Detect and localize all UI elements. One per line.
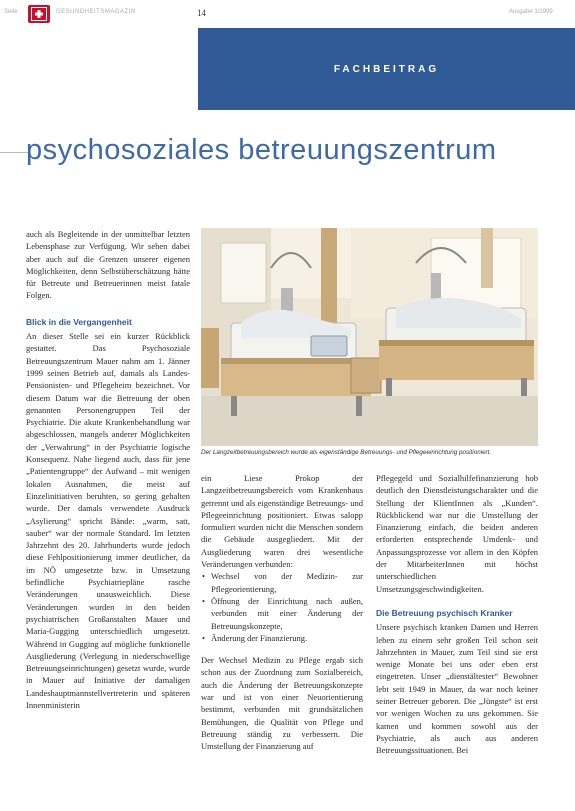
title-rule (0, 152, 28, 153)
subheading: Blick in die Vergangenheit (26, 316, 132, 327)
paragraph: ein Liese Prokop der Langzeitbetreuungsbereich vom Krankenhaus getrennt und als eigenständige Betreuungs- und Pflegeeinrichtung positioniert. Etwas salopp formuliert wurden nicht die Menschen sondern die Gebäude ausgegliedert. Mit der Ausgliederung waren drei wesentliche Veränderungen verbunden: (201, 473, 363, 570)
paragraph: An dieser Stelle sei ein kurzer Rückblick gestattet. Das Psychosoziale Betreuungszentrum Mauer nahm am 1. Jänner 1999 seinen Betrieb auf, damals als Landes-Pensionisten- und Pflegeheim bezeichnet. Vor diesem Datum war die Betreuung der oben genannten Personengruppen Teil der Psychiatrie. Die akute Krankenbehandlung war abgeschlossen, mangels anderer Möglichkeiten der „Verwahrung“ in der Psychiatrie logische Konsequenz. Nahe liegend auch, dass für jene „Patientengruppe“ der Aufwand – mit wenigen lokalen Ausnahmen, die meist auf Einzelinitiativen beruhten, so gering gehalten wurde. Der damals verwendete Ausdruck „Asylierung“ spricht Bände: „warm, satt, sauber“ war der normale Standard. Im letzten Jahrzehnt des 20. Jahrhunderts wurde jedoch diese Fehlpositionierung immer deutlicher, da im NÖ umgesetzte bzw. in Umsetzung befindliche Psychiatriepläne rasche Veränderungen unausweichlich. Diese Veränderungen wurden in den beiden psychiatrischen Großanstalten Mauer und Maria-Gugging unterschiedlich umgesetzt. Während in Gugging auf mögliche funktionelle Ausgliederung (Verlegung in niederschwellige Betreuungseinrichtungen) gesetzt wurde, wurde in Mauer auf Initiative der damaligen Landeshauptmannstellvertreterin und späteren Innenministerin (26, 331, 190, 710)
section-banner (198, 28, 575, 110)
ward-photo (201, 228, 538, 446)
header-right-text: Ausgabe 1/1999 (509, 9, 553, 15)
section-label: FACHBEITRAG (333, 64, 440, 75)
header-left-text: Seite (4, 9, 18, 15)
list-item: • Wechsel von der Medizin- zur Pflegeorientierung, (201, 570, 363, 595)
photo-caption: Der Langzeitbetreuungsbereich wurde als eigenständige Betreuungs- und Pflegeeinrichtung positioniert. (201, 449, 492, 456)
paragraph: Pflegegeld und Sozialhilfefinanzierung hob deutlich den Dienstleistungscharakter und die Stellung der KlientInnen als „Kunden“. Rückblickend war nur die Umstellung der Finanzierung einfach, die beiden anderen erforderten entsprechende Umdenk- und Anpassungsprozesse vor allem in den Köpfen der MitarbeiterInnen mit höchst unterschiedlichen Umsetzungsgeschwindigkeiten. (376, 473, 538, 594)
text-column-3 (376, 472, 538, 757)
page-title: psychosoziales betreuungszentrum (26, 134, 497, 166)
bullet-list (201, 570, 363, 644)
magazine-name: GESUNDHEITSMAGAZIN (56, 9, 136, 15)
paragraph: Der Wechsel Medizin zu Pflege ergab sich schon aus der Zuordnung zum Sozialbereich, auch die Änderung der Betreuungskonzepte war und ist von einer Neuorientierung bestimmt, verbunden mit grundsätzlichen Bemühungen, die Qualität von Pflege und Betreuung ständig zu verbessern. Die Umstellung der Finanzierung auf (201, 655, 363, 752)
spacer (201, 644, 363, 654)
page-header (0, 0, 575, 28)
list-item: • Änderung der Finanzierung. (201, 632, 363, 644)
hospital-ward-image (201, 228, 538, 446)
subheading: Die Betreuung psychisch Kranker (376, 607, 513, 618)
page-number: 14 (197, 8, 206, 18)
list-item: • Öffnung der Einrichtung nach außen, verbunden mit einer Änderung der Betreuungskonzepte, (201, 595, 363, 632)
logo (28, 5, 50, 23)
cross-logo-icon (31, 7, 47, 21)
text-column-2 (201, 472, 363, 753)
text-column-1 (26, 228, 190, 711)
paragraph: auch als Begleitende in der unmittelbar letzten Lebensphase zur Verfügung. Wir sehen dabei aber auch auf die Grenzen unserer eigenen Möglichkeiten, denn Selbstüberschätzung hätte für Betreute und Betreuerinnen meist fatale Folgen. (26, 229, 190, 301)
paragraph: Unsere psychisch kranken Damen und Herren leben zu einem sehr großen Teil schon seit Jahrzehnten in Mauer, zum Teil sind sie erst wenige Monate bei uns oder eben erst eingetreten. Unser „dienstältester“ Bewohner lebt seit 1949 in Mauer, da war noch keiner seiner Betreuer geboren. Die „Jüngste“ ist erst vor wenigen Wochen zu uns gekommen. Sie kamen und kommen sowohl aus der Psychiatrie, als auch aus anderen Betreuungssituationen. Bei (376, 622, 538, 756)
